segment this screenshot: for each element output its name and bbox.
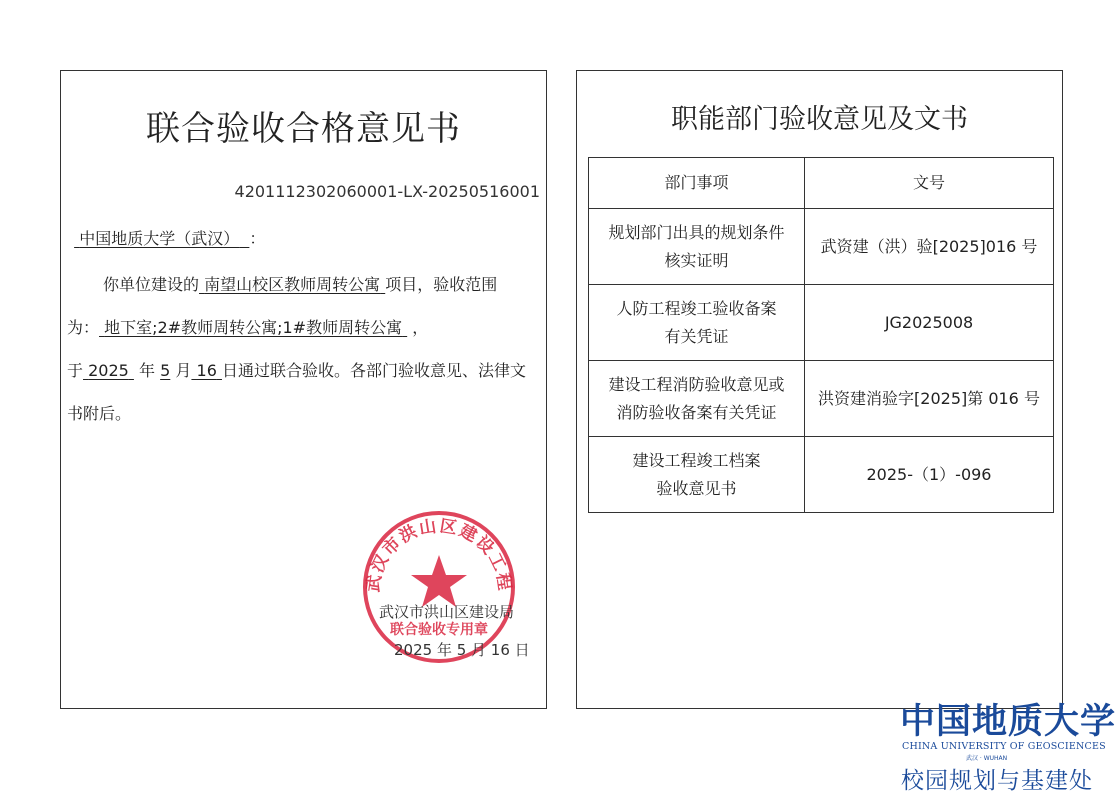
document-number: 4201112302060001-LX-20250516001 (234, 182, 540, 201)
department-item: 人防工程竣工验收备案 有关凭证 (589, 285, 805, 361)
issuing-authority: 武汉市洪山区建设局 (379, 603, 515, 621)
addressee: 中国地质大学（武汉） ： (69, 226, 265, 249)
seal-star-icon (411, 555, 467, 607)
document-number-cell: JG2025008 (805, 285, 1054, 361)
department-opinions-document (576, 70, 1063, 709)
issue-date: 2025 年 5 月 16 日 (394, 641, 530, 659)
table-row (589, 361, 1054, 437)
acceptance-day: 16 (196, 361, 217, 380)
department-item: 建设工程竣工档案 验收意见书 (589, 437, 805, 513)
department-item: 规划部门出具的规划条件 核实证明 (589, 209, 805, 285)
acceptance-month: 5 (160, 361, 171, 380)
university-location: 武汉 · WUHAN (966, 755, 1008, 762)
table-row (589, 209, 1054, 285)
seal-center-text: 联合验收专用章 (390, 622, 488, 638)
document-number-cell: 2025-（1）-096 (805, 437, 1054, 513)
university-name-en: CHINA UNIVERSITY OF GEOSCIENCES (902, 741, 1106, 752)
acceptance-scope: 地下室;2#教师周转公寓;1#教师周转公寓 (104, 318, 403, 337)
university-logo (896, 694, 1116, 793)
department-table (588, 157, 1054, 513)
table-row (589, 437, 1054, 513)
column-header-number: 文号 (805, 158, 1054, 209)
department-item: 建设工程消防验收意见或 消防验收备案有关凭证 (589, 361, 805, 437)
university-name-cn: 中国地质大学 (900, 701, 1117, 742)
department-name: 校园规划与基建处 (901, 768, 1093, 794)
joint-acceptance-certificate (60, 70, 547, 709)
certificate-title: 联合验收合格意见书 (146, 109, 461, 149)
acceptance-year: 2025 (88, 361, 129, 380)
document-number-cell: 武资建（洪）验[2025]016 号 (805, 209, 1054, 285)
project-name: 南望山校区教师周转公寓 (204, 275, 381, 294)
table-header-row (589, 158, 1054, 209)
table-row (589, 285, 1054, 361)
addressee-name: 中国地质大学（武汉） (79, 229, 240, 248)
column-header-item: 部门事项 (589, 158, 805, 209)
certificate-body: 你单位建设的 南望山校区教师周转公寓 项目，验收范围为： 地下室;2#教师周转公寓;1#教师周转公寓 ，于 2025 年 5 月 16 日通过联合验收。各部门验收意见、法律文书附后。 (67, 275, 526, 423)
opinions-title: 职能部门验收意见及文书 (671, 104, 968, 135)
document-number-cell: 洪资建消验字[2025]第 016 号 (805, 361, 1054, 437)
seal-ring-text: 武汉市洪山区建设工程 (363, 516, 515, 594)
